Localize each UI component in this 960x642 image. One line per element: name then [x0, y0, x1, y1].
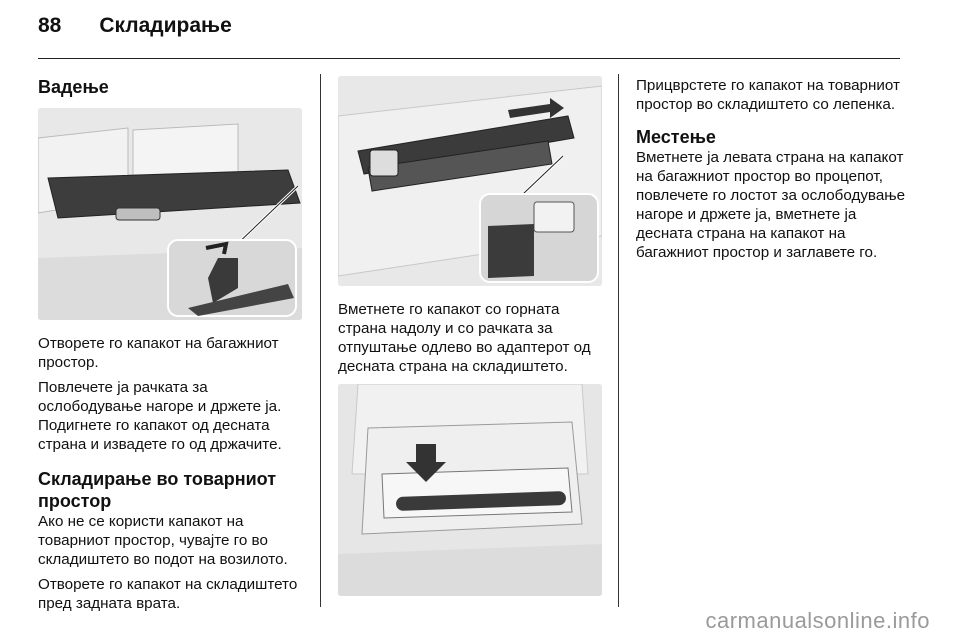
watermark: carmanualsonline.info	[705, 608, 930, 633]
paragraph-insert-cover: Вметнете го капакот со горната страна надолу и со рачката за отпуштање одлево во адаптерот од десната страна на складиштето.	[338, 301, 591, 375]
column-divider-2	[618, 74, 619, 607]
paragraph-fitting-instructions: Вметнете ја левата страна на капакот на багажниот простор во процепот, повлечете го лостот за ослободување нагоре и држете ја, вметнете ја десната страна на капакот на багажниот простор и заглавете го.	[636, 149, 906, 261]
page-header	[38, 14, 232, 54]
column-divider-1	[320, 74, 321, 607]
page-number: 88	[38, 14, 62, 37]
section-heading-removal: Вадење	[38, 77, 109, 97]
column-2	[338, 76, 608, 596]
paragraph-secure-cover: Прицврстете го капакот на товарниот простор во складиштето со лепенка.	[636, 77, 900, 113]
paragraph-pull-handle: Повлечете ја рачката за ослободување нагоре и држете ја. Подигнете го капакот од десната страна и извадете го од држачите.	[38, 379, 282, 453]
header-rule	[38, 58, 900, 59]
section-heading-fitting: Местење	[636, 127, 716, 147]
illustration-cover-insert	[338, 76, 602, 286]
paragraph-storage-info: Ако не се користи капакот на товарниот простор, чувајте го во складиштето во подот на возилото.	[38, 513, 288, 568]
paragraph-open-cover: Отворете го капакот на багажниот простор.	[38, 335, 279, 371]
section-heading-storage: Складирање во товарниот простор	[38, 469, 277, 511]
illustration-storage-compartment	[338, 384, 602, 596]
paragraph-open-storage: Отворете го капакот на складиштето пред задната врата.	[38, 576, 298, 612]
illustration-cover-removal	[38, 108, 302, 320]
column-1	[38, 76, 306, 619]
column-3	[636, 76, 912, 268]
chapter-title: Складирање	[99, 14, 232, 37]
